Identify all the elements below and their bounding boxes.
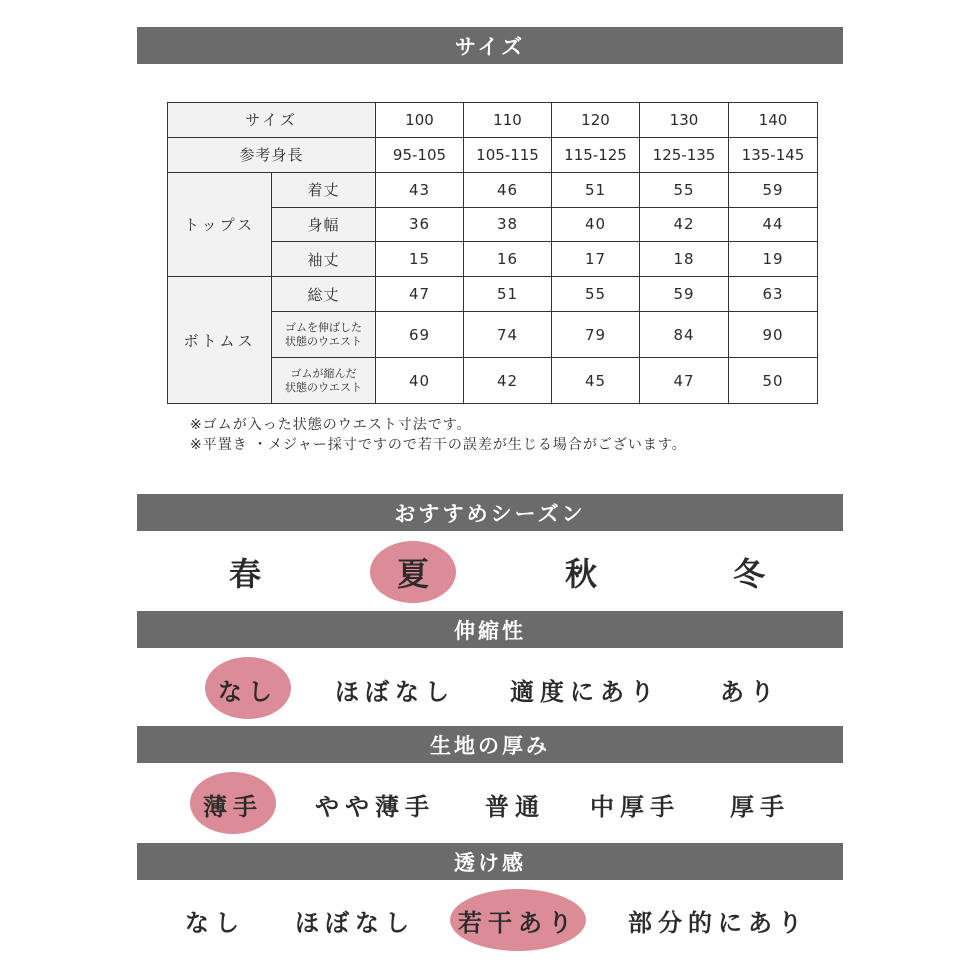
value-cell: 90 [729,312,818,358]
row-label-line: 状態のウエスト [285,334,362,348]
value-cell: 50 [729,358,818,404]
bottoms-group-label: ボトムス [168,277,272,404]
value-cell: 36 [376,207,464,242]
height-cell: 95-105 [376,137,464,172]
thickness-option: やや薄手 [315,792,435,821]
value-cell: 40 [552,207,640,242]
note-line: ※平置き ・メジャー採寸ですので若干の誤差が生じる場合がございます。 [190,437,687,453]
value-cell: 59 [640,277,729,312]
stretch-section-header: 伸縮性 [137,611,843,648]
season-option: 春 [228,555,261,593]
row-label: 総丈 [272,277,376,312]
sheer-option: 部分的にあり [628,908,808,937]
size-120: 120 [552,103,640,138]
value-cell: 84 [640,312,729,358]
sheer-section-header: 透け感 [137,843,843,880]
value-cell: 17 [552,242,640,277]
value-cell: 42 [640,207,729,242]
row-label: 着丈 [272,172,376,207]
stretch-option: ほぼなし [335,677,455,706]
thickness-section-header: 生地の厚み [137,726,843,763]
table-row-size [168,103,818,138]
stretch-option: 適度にあり [510,677,660,706]
stretch-option: あり [720,677,780,706]
value-cell: 42 [464,358,552,404]
value-cell: 40 [376,358,464,404]
size-100: 100 [376,103,464,138]
size-110: 110 [464,103,552,138]
value-cell: 51 [552,172,640,207]
value-cell: 55 [552,277,640,312]
row-label [272,312,376,358]
season-option: 秋 [564,555,597,593]
value-cell: 59 [729,172,818,207]
sheer-option-selected: 若干あり [458,908,578,937]
thickness-option-selected: 薄手 [203,792,263,821]
season-section-header: おすすめシーズン [137,494,843,531]
row-label-line: 状態のウエスト [285,380,362,394]
height-cell: 115-125 [552,137,640,172]
row-label-line: ゴムを伸ばした [285,320,362,334]
table-row-total-length [168,277,818,312]
row-label: 袖丈 [272,242,376,277]
value-cell: 15 [376,242,464,277]
thickness-option: 厚手 [730,792,790,821]
row-label-line: ゴムが縮んだ [290,366,357,380]
value-cell: 63 [729,277,818,312]
value-cell: 45 [552,358,640,404]
value-cell: 55 [640,172,729,207]
size-table [167,102,818,404]
value-cell: 18 [640,242,729,277]
value-cell: 79 [552,312,640,358]
value-cell: 47 [640,358,729,404]
table-row-length [168,172,818,207]
size-130: 130 [640,103,729,138]
height-cell: 105-115 [464,137,552,172]
row-label [272,358,376,404]
thickness-option: 普通 [485,792,545,821]
value-cell: 19 [729,242,818,277]
note-line: ※ゴムが入った状態のウエスト寸法です。 [190,417,472,433]
sheer-option: なし [185,908,245,937]
value-cell: 69 [376,312,464,358]
value-cell: 46 [464,172,552,207]
value-cell: 51 [464,277,552,312]
row-label: 身幅 [272,207,376,242]
notes [190,415,687,455]
thickness-option: 中厚手 [590,792,680,821]
stretch-option-selected: なし [218,677,278,706]
season-option: 冬 [732,555,765,593]
value-cell: 43 [376,172,464,207]
season-option-selected: 夏 [396,555,429,593]
value-cell: 47 [376,277,464,312]
table-row-height [168,137,818,172]
height-cell: 135-145 [729,137,818,172]
value-cell: 44 [729,207,818,242]
height-cell: 125-135 [640,137,729,172]
value-cell: 74 [464,312,552,358]
tops-group-label: トップス [168,172,272,277]
size-section-header: サイズ [137,27,843,64]
value-cell: 16 [464,242,552,277]
height-label: 参考身長 [168,137,376,172]
size-header-label: サイズ [168,103,376,138]
sheer-option: ほぼなし [295,908,415,937]
value-cell: 38 [464,207,552,242]
size-140: 140 [729,103,818,138]
